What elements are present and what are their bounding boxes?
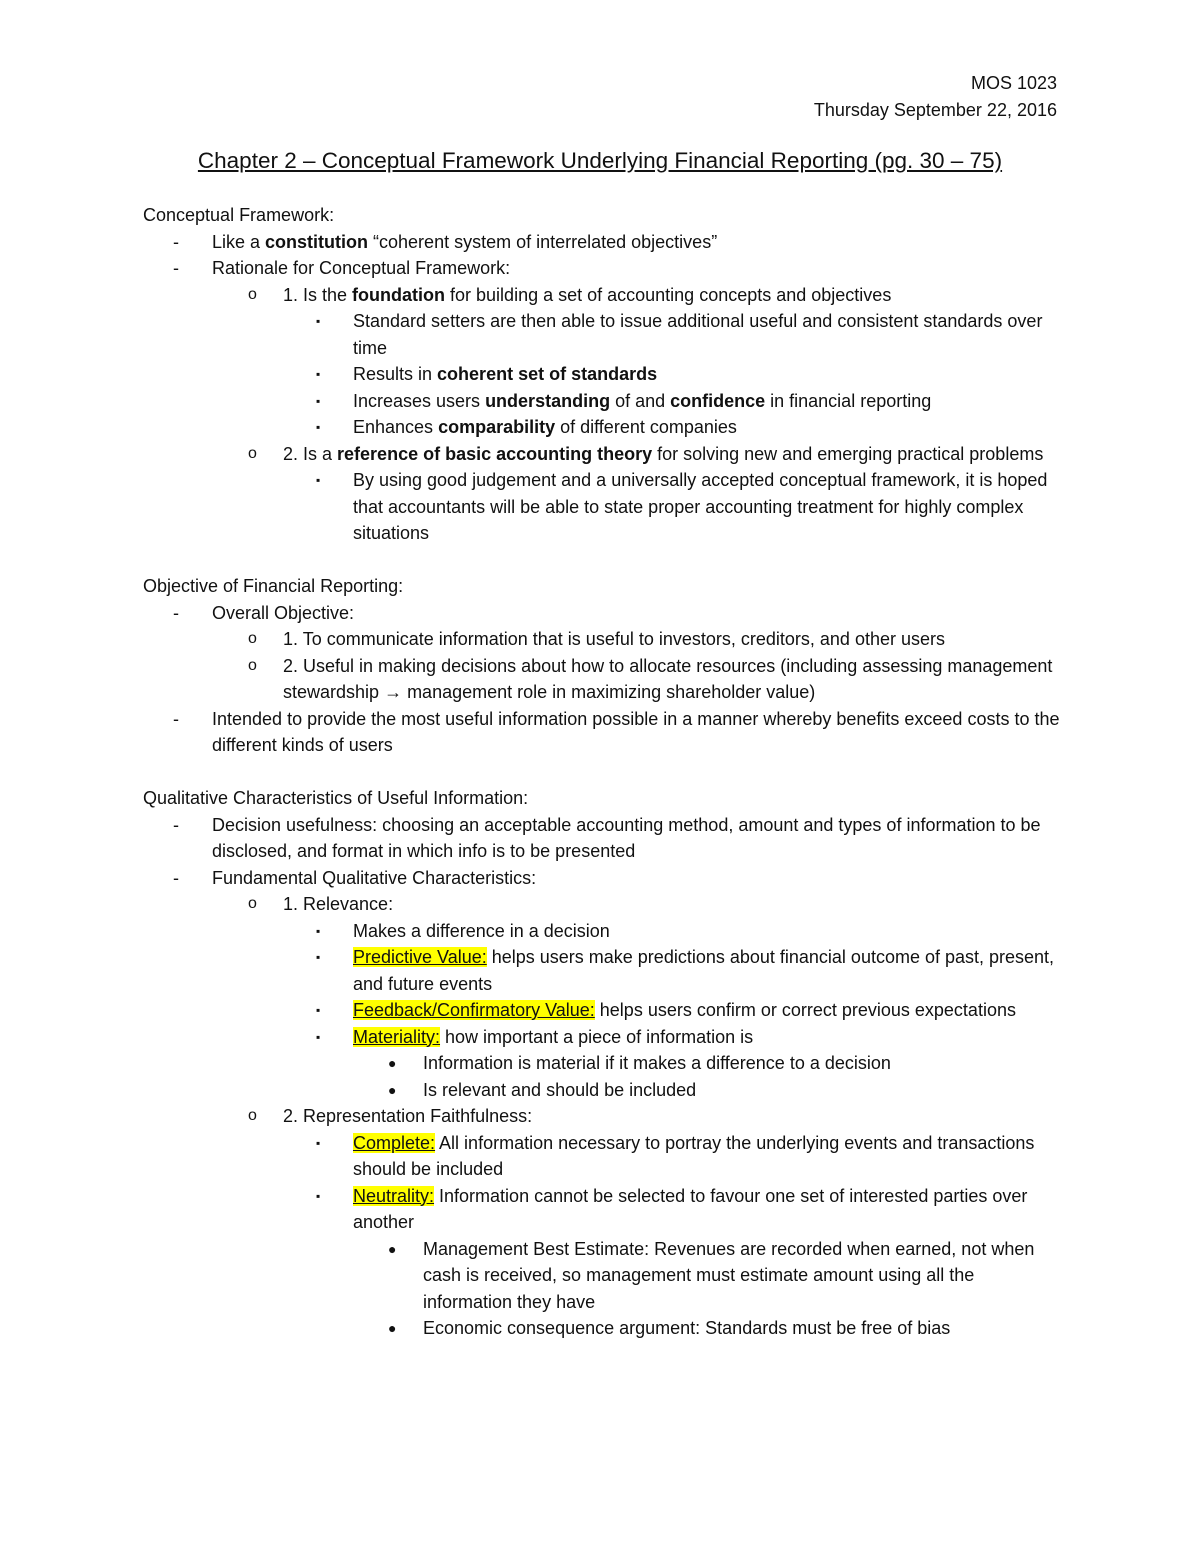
- square-bullet: ▪: [316, 1029, 321, 1044]
- spacer: [143, 759, 1063, 786]
- square-bullet: ▪: [316, 1003, 321, 1017]
- list-item: ▪ Neutrality: Information cannot be selected to favour one set of interested parties over another: [143, 1183, 1063, 1236]
- circle-bullet: o: [248, 895, 257, 912]
- list-item: o 1. Relevance:: [143, 891, 1063, 918]
- square-bullet: ▪: [316, 393, 321, 408]
- list-item: ▪ Makes a difference in a decision: [143, 918, 1063, 945]
- highlighted-term: Complete:: [353, 1132, 436, 1153]
- list-item: - Overall Objective:: [143, 600, 1063, 627]
- list-item: ● Is relevant and should be included: [143, 1077, 1063, 1104]
- list-item: ▪ Results in coherent set of standards: [143, 361, 1063, 388]
- dot-bullet: ●: [388, 1320, 397, 1336]
- circle-bullet: o: [248, 630, 257, 647]
- circle-bullet: o: [248, 1107, 257, 1124]
- list-item: - Like a constitution “coherent system of interrelated objectives”: [143, 229, 1063, 256]
- circle-bullet: o: [248, 444, 257, 462]
- dash-bullet: -: [173, 708, 179, 729]
- square-bullet: ▪: [316, 367, 321, 381]
- spacer: [143, 547, 1063, 574]
- list-item: ▪ Enhances comparability of different companies: [143, 414, 1063, 441]
- square-bullet: ▪: [316, 314, 321, 328]
- right-arrow-icon: →: [384, 682, 403, 702]
- dash-bullet: -: [173, 231, 179, 252]
- section-heading: Conceptual Framework:: [143, 205, 335, 225]
- list-item: o 1. Is the foundation for building a set of accounting concepts and objectives: [143, 282, 1063, 309]
- dash-bullet: -: [173, 814, 179, 835]
- list-item: ▪ Complete: All information necessary to portray the underlying events and transactions should be included: [143, 1130, 1063, 1183]
- list-item: ▪ Predictive Value: helps users make predictions about financial outcome of past, present, and future events: [143, 944, 1063, 997]
- list-item: - Rationale for Conceptual Framework:: [143, 255, 1063, 282]
- dot-bullet: ●: [388, 1055, 397, 1071]
- square-bullet: ▪: [316, 1188, 321, 1203]
- list-item: - Decision usefulness: choosing an acceptable accounting method, amount and types of information to be disclosed, and format in which info is to be presented: [143, 812, 1063, 865]
- list-item: o 2. Is a reference of basic accounting theory for solving new and emerging practical problems: [143, 441, 1063, 468]
- section-heading: Qualitative Characteristics of Useful Information:: [143, 788, 529, 808]
- square-bullet: ▪: [316, 1135, 321, 1150]
- list-item: o 1. To communicate information that is useful to investors, creditors, and other users: [143, 626, 1063, 653]
- dot-bullet: ●: [388, 1081, 397, 1098]
- section-heading: Objective of Financial Reporting:: [143, 576, 404, 596]
- highlighted-term: Predictive Value:: [353, 947, 487, 967]
- list-item: ● Economic consequence argument: Standards must be free of bias: [143, 1315, 1063, 1342]
- list-item: ▪ Standard setters are then able to issue additional useful and consistent standards over time: [143, 308, 1063, 361]
- dot-bullet: ●: [388, 1240, 397, 1257]
- highlighted-term: Neutrality:: [353, 1185, 435, 1206]
- square-bullet: ▪: [316, 473, 321, 487]
- notes-body: [143, 202, 1063, 1342]
- square-bullet: ▪: [316, 950, 321, 964]
- course-code: MOS 1023: [970, 73, 1057, 93]
- list-item: ▪ Materiality: how important a piece of information is: [143, 1024, 1063, 1051]
- circle-bullet: o: [248, 285, 257, 303]
- list-item: ▪ Feedback/Confirmatory Value: helps users confirm or correct previous expectations: [143, 997, 1063, 1024]
- highlighted-term: Feedback/Confirmatory Value:: [353, 1000, 595, 1020]
- list-item: - Fundamental Qualitative Characteristics:: [143, 865, 1063, 892]
- list-item: ▪ Increases users understanding of and confidence in financial reporting: [143, 388, 1063, 415]
- list-item: ● Management Best Estimate: Revenues are recorded when earned, not when cash is received, so management must estimate amount using all the information they have: [143, 1236, 1063, 1316]
- page-title: Chapter 2 – Conceptual Framework Underlying Financial Reporting (pg. 30 – 75): [197, 148, 1003, 173]
- dash-bullet: -: [173, 867, 179, 888]
- list-item: o 2. Representation Faithfulness:: [143, 1103, 1063, 1130]
- dash-bullet: -: [173, 602, 179, 623]
- square-bullet: ▪: [316, 923, 321, 938]
- list-item: ● Information is material if it makes a difference to a decision: [143, 1050, 1063, 1077]
- dash-bullet: -: [173, 258, 179, 278]
- highlighted-term: Materiality:: [353, 1026, 441, 1047]
- list-item: ▪ By using good judgement and a universally accepted conceptual framework, it is hoped that accountants will be able to state proper accounting treatment for highly complex situations: [143, 467, 1063, 547]
- list-item: - Intended to provide the most useful information possible in a manner whereby benefits exceed costs to the different kinds of users: [143, 706, 1063, 759]
- square-bullet: ▪: [316, 420, 321, 434]
- date-line: Thursday September 22, 2016: [813, 100, 1057, 120]
- list-item: o 2. Useful in making decisions about how to allocate resources (including assessing management stewardship → management role in maximizing shareholder value): [143, 653, 1063, 706]
- circle-bullet: o: [248, 656, 257, 674]
